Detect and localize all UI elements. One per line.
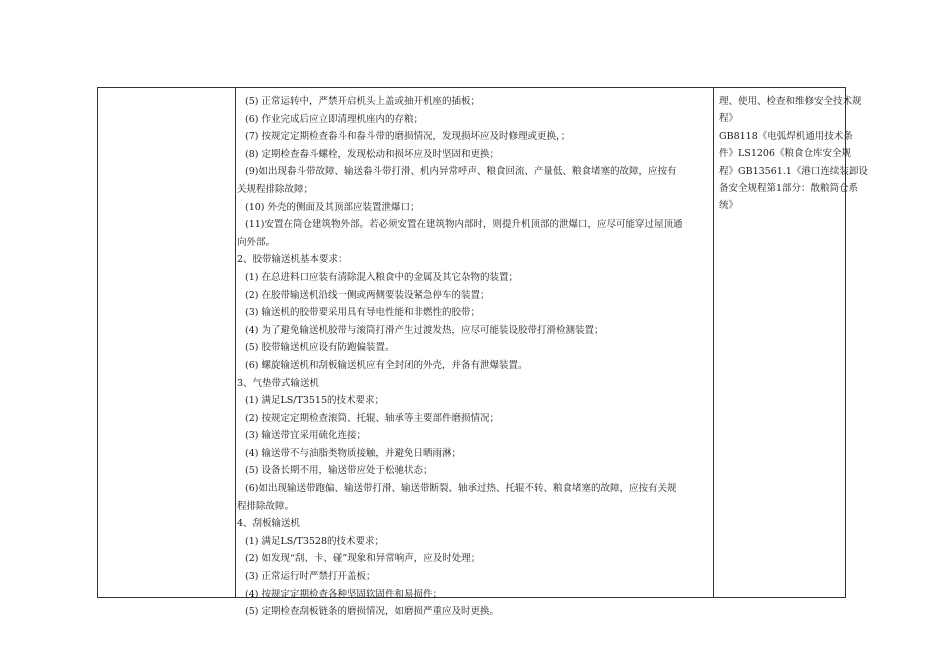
requirement-line: (4) 按规定定期检查各种坚固软固件和易损件； <box>245 588 442 600</box>
standard-reference-line: GB8118《电弧焊机通用技术条 <box>719 130 853 142</box>
requirement-line: (5) 设备长期不用，输送带应处于松驰状态； <box>245 465 433 477</box>
requirement-line: (5) 定期检查刮板链条的磨损情况，如磨损严重应及时更换。 <box>245 606 499 618</box>
requirements-column <box>237 93 711 618</box>
requirement-line: (3) 输送带宜采用硫化连接； <box>245 430 366 442</box>
standard-reference-line: 件》LS1206《粮食仓库安全规 <box>719 148 851 160</box>
column-divider-2 <box>713 88 714 597</box>
standard-reference-line: 理、使用、检查和维修安全技术规 <box>719 96 862 107</box>
requirement-line: 3、气垫带式输送机 <box>237 377 320 389</box>
requirement-line: 向外部。 <box>237 236 276 248</box>
requirement-line: (3) 正常运行时严禁打开盖板； <box>245 571 376 583</box>
requirement-line: (10) 外壳的侧面及其顶部应装置泄爆口； <box>245 201 420 213</box>
standard-reference-line: 程》GB13561.1《港口连续装卸设 <box>719 165 868 177</box>
requirement-line: 程排除故障。 <box>237 500 295 512</box>
standard-reference-line: 统》 <box>719 200 739 212</box>
requirement-line: (1) 满足LS/T3528的技术要求； <box>245 535 385 547</box>
requirement-line: 4、刮板输送机 <box>237 518 301 530</box>
requirement-line: (2) 按规定定期检查滚筒、托辊、轴承等主要部件磨损情况； <box>245 412 499 424</box>
standard-reference-line: 程》 <box>719 113 739 125</box>
requirement-line: (6) 螺旋输送机和刮板输送机应有全封闭的外壳，并备有泄爆装置。 <box>245 359 528 371</box>
requirement-line: (3) 输送机的胶带要采用具有导电性能和非燃性的胶带； <box>245 307 480 319</box>
requirement-line: (1) 在总进料口应装有清除混入粮食中的金属及其它杂物的装置； <box>245 271 518 283</box>
requirement-line: (2) 如发现“刮、卡、碰”现象和异常响声，应及时处理； <box>245 553 481 565</box>
requirement-line: (6) 作业完成后应立即清理机座内的存粮； <box>245 113 423 125</box>
standard-reference-line: 备安全规程第1部分：散粮筒仓系 <box>719 183 859 195</box>
column-divider-1 <box>235 88 236 597</box>
requirement-line: 关规程排除故障； <box>237 183 314 195</box>
requirement-line: (5) 胶带输送机应设有防跑偏装置。 <box>245 342 395 354</box>
requirement-line: (8) 定期检查畚斗螺栓，发现松动和损坏应及时坚固和更换； <box>245 148 499 160</box>
requirement-line: (4) 输送带不与油脂类物质接触，并避免日晒雨淋； <box>245 447 461 459</box>
requirement-line: (9)如出现畚斗带故障、输送畚斗带打滑、机内异常呼声、粮食回流、产量低、粮食堵塞的故障，应按有 <box>245 166 677 178</box>
requirement-line: (6)如出现输送带跑偏、输送带打滑、输送带断裂、轴承过热、托辊不转、粮食堵塞的故障，应按有关规 <box>245 483 677 495</box>
requirement-line: (7) 按规定定期检查畚斗和畚斗带的磨损情况，发现损坏应及时修理或更换，； <box>245 131 571 143</box>
standards-reference-column <box>717 93 868 597</box>
requirement-line: (11)安置在筒仓建筑物外部。若必须安置在建筑物内部时，则提升机顶部的泄爆口，应尽可能穿过屋顶通 <box>245 219 683 231</box>
requirement-line: (1) 满足LS/T3515的技术要求； <box>245 395 385 407</box>
requirement-line: (5) 正常运转中，严禁开启机头上盖或抽开机座的插板； <box>245 96 480 107</box>
document-table <box>97 87 868 618</box>
requirement-line: (4) 为了避免输送机胶带与滚筒打滑产生过渡发热，应尽可能装设胶带打滑检测装置； <box>245 324 604 336</box>
requirement-line: (2) 在胶带输送机沿线一侧或两侧要装设紧急停车的装置； <box>245 289 490 301</box>
requirement-line: 2、胶带输送机基本要求： <box>237 254 348 266</box>
left-column-cell <box>98 88 235 597</box>
